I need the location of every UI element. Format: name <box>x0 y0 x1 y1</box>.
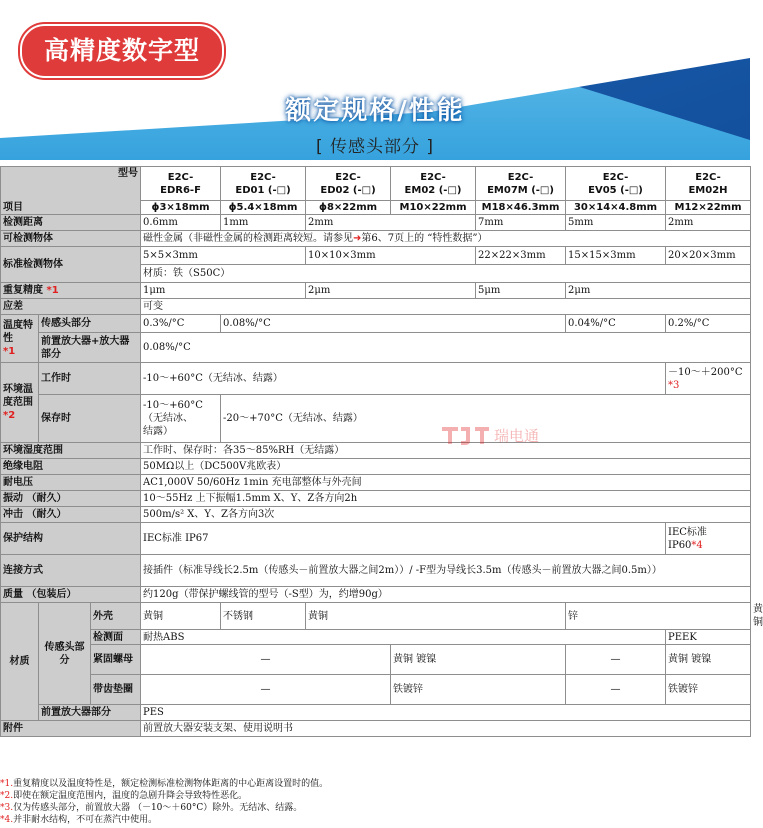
cell-value: 1μm <box>141 283 306 299</box>
model-dimension: M18×46.3mm <box>476 201 566 215</box>
spec-table <box>0 166 763 737</box>
row-env-temp-work <box>1 363 751 395</box>
model-label: 型号 <box>1 167 141 201</box>
footnote-text: 重复精度以及温度特性是，额定检测标准检测物体距离的中心距离设置时的值。 <box>13 779 329 789</box>
arrow-right-icon: ➜ <box>353 233 362 244</box>
row-label: 可检测物体 <box>1 231 141 247</box>
page-title: 额定规格/性能 <box>285 96 465 126</box>
model-dimension: 30×14×4.8mm <box>566 201 666 215</box>
footnote-text: 仅为传感头部分，前置放大器 （－10～＋60°C）除外。无结冰、结露。 <box>13 803 303 813</box>
row-label: 检测距离 <box>1 215 141 231</box>
row-detect-object <box>1 231 751 247</box>
footnote-mark: *2 <box>3 410 16 421</box>
cell-value: -10～+60°C （无结冰、 结露） <box>141 395 221 443</box>
footnote <box>0 778 750 790</box>
row-shock <box>1 507 751 523</box>
row-material-nut <box>1 645 751 675</box>
cell-value: 10～55Hz 上下振幅1.5mm X、Y、Z各方向2h <box>141 491 751 507</box>
cell-value: 5×5×3mm <box>141 247 306 265</box>
model-name: E2C- EM07M (-□) <box>476 167 566 201</box>
cell-value: 0.6mm <box>141 215 221 231</box>
cell-value: 黄铜 <box>306 603 566 630</box>
row-label-text: 重复精度 <box>3 285 43 296</box>
row-response <box>1 299 751 315</box>
cell-value: 1mm <box>221 215 306 231</box>
row-label <box>1 315 39 363</box>
row-label: 环境湿度范围 <box>1 443 141 459</box>
cell-value: 前置放大器安装支架、使用说明书 <box>141 721 751 737</box>
row-label: 质量 （包装后） <box>1 587 141 603</box>
footnote-mark: *3 <box>668 379 680 391</box>
row-label <box>1 283 141 299</box>
footnote-mark: *1 <box>46 285 59 296</box>
cell-value: — <box>141 645 391 675</box>
row-label: 耐电压 <box>1 475 141 491</box>
footnote <box>0 814 750 826</box>
row-weight <box>1 587 751 603</box>
cell-value: 材质：铁（S50C） <box>141 265 751 283</box>
cell-value: 0.3%/°C <box>141 315 221 333</box>
footnote-mark: *2. <box>0 791 14 801</box>
cell-value: 500m/s² X、Y、Z各方向3次 <box>141 507 751 523</box>
cell-value: 10×10×3mm <box>306 247 476 265</box>
sub-label: 工作时 <box>39 363 141 395</box>
model-dimension: M10×22mm <box>391 201 476 215</box>
footnote-mark: *1 <box>3 346 16 357</box>
row-env-humidity <box>1 443 751 459</box>
detect-object-text: 磁性金属（非磁性金属的检测距离较短。请参见 <box>143 233 354 244</box>
footnote-mark: *4. <box>0 815 14 825</box>
row-vibration <box>1 491 751 507</box>
model-dimension: ϕ5.4×18mm <box>221 201 306 215</box>
row-standard-object <box>1 247 751 265</box>
row-protection <box>1 523 751 555</box>
model-name: E2C- ED02 (-□) <box>306 167 391 201</box>
cell-value: 可变 <box>141 299 751 315</box>
cell-value: 0.08%/°C <box>221 315 566 333</box>
cell-value <box>666 523 751 555</box>
cell-value: PEEK <box>666 630 751 645</box>
cell-value: 工作时、保存时：各35～85%RH（无结露） <box>141 443 751 459</box>
row-label: 连接方式 <box>1 555 141 587</box>
row-accessory <box>1 721 751 737</box>
cell-value: 黄铜 <box>141 603 221 630</box>
header-model-row <box>1 167 751 201</box>
cell-value: 黄铜 镀镍 <box>666 645 751 675</box>
model-dimension: M12×22mm <box>666 201 751 215</box>
sub-label: 带齿垫圈 <box>91 675 141 705</box>
cell-value: — <box>141 675 391 705</box>
row-insulation <box>1 459 751 475</box>
row-label: 标准检测物体 <box>1 247 141 283</box>
item-label: 项目 <box>1 201 141 215</box>
row-label: 附件 <box>1 721 141 737</box>
row-label: 材质 <box>1 603 39 721</box>
cell-value: 0.08%/°C <box>141 333 751 363</box>
row-material-case: 材质 传感头部分 外壳 黄铜 不锈钢 黄铜 锌 黄铜 <box>1 603 751 630</box>
cell-value: 约120g（带保护螺线管的型号（-S型）为，约增90g） <box>141 587 751 603</box>
row-label: 应差 <box>1 299 141 315</box>
footnote <box>0 790 750 802</box>
row-env-temp-store <box>1 395 751 443</box>
row-label: 振动 （耐久） <box>1 491 141 507</box>
cell-value: 不锈钢 <box>221 603 306 630</box>
sub-label: 传感头部分 <box>39 603 91 705</box>
cell-value: 铁镀锌 <box>666 675 751 705</box>
cell-value <box>666 363 751 395</box>
cell-value: — <box>566 645 666 675</box>
cell-value: 接插件（标准导线长2.5m（传感头－前置放大器之间2m））/ -F型为导线长3.5m（传感头－前置放大器之间0.5m）） <box>141 555 751 587</box>
model-name: E2C- EM02 (-□) <box>391 167 476 201</box>
cell-value: 2μm <box>566 283 751 299</box>
cell-value: 22×22×3mm <box>476 247 566 265</box>
model-name: E2C- EDR6-F <box>141 167 221 201</box>
footnote-mark: *3. <box>0 803 14 813</box>
cell-value: AC1,000V 50/60Hz 1min 充电部整体与外壳间 <box>141 475 751 491</box>
cell-value: 15×15×3mm <box>566 247 666 265</box>
row-label <box>1 363 39 443</box>
sub-label: 前置放大器部分 <box>39 705 141 721</box>
cell-value: 2mm <box>306 215 476 231</box>
row-repeat-accuracy <box>1 283 751 299</box>
header-dim-row <box>1 201 751 215</box>
footnote-mark: *1. <box>0 779 14 789</box>
cell-value: -10～+60°C（无结冰、结露） <box>141 363 666 395</box>
detect-object-ref: 第6、7页上的 “特性数据”） <box>361 233 488 244</box>
cell-value: 0.04%/°C <box>566 315 666 333</box>
row-detect-distance <box>1 215 751 231</box>
watermark-text: 瑞电通 <box>494 427 540 445</box>
model-name: E2C- EV05 (-□) <box>566 167 666 201</box>
header-banner <box>0 0 750 160</box>
sub-label: 保存时 <box>39 395 141 443</box>
row-label: 保护结构 <box>1 523 141 555</box>
row-material-washer <box>1 675 751 705</box>
sub-label: 前置放大器+放大器部分 <box>39 333 141 363</box>
footnote-text: 并非耐水结构，不可在蒸汽中使用。 <box>13 815 158 825</box>
cell-text: IEC标准 IP60 <box>668 526 707 551</box>
cell-value: PES <box>141 705 751 721</box>
page-subtitle: [ 传感头部分 ] <box>315 137 435 157</box>
cell-value: -20～+70°C（无结冰、结露） <box>221 395 751 443</box>
sub-label: 传感头部分 <box>39 315 141 333</box>
footnotes <box>0 778 750 826</box>
row-connection <box>1 555 751 587</box>
cell-value: 50MΩ以上（DC500V兆欧表） <box>141 459 751 475</box>
row-temp-head <box>1 315 751 333</box>
cell-value: — <box>566 675 666 705</box>
cell-value: 7mm <box>476 215 566 231</box>
row-label: 冲击 （耐久） <box>1 507 141 523</box>
cell-value: 20×20×3mm <box>666 247 751 265</box>
row-temp-amp <box>1 333 751 363</box>
cell-text: －10～＋200°C <box>668 366 743 378</box>
footnote <box>0 802 750 814</box>
model-dimension: ϕ8×22mm <box>306 201 391 215</box>
footnote-text: 即使在额定温度范围内，温度的急剧升降会导致特性恶化。 <box>13 791 248 801</box>
cell-value: 锌 <box>566 603 751 630</box>
row-material-preamp <box>1 705 751 721</box>
cell-value: 2mm <box>666 215 751 231</box>
model-name: E2C- ED01 (-□) <box>221 167 306 201</box>
cell-value: 2μm <box>306 283 476 299</box>
cell-value: 5mm <box>566 215 666 231</box>
row-label: 绝缘电阻 <box>1 459 141 475</box>
footnote-mark: *4 <box>691 539 703 551</box>
cell-value: 黄铜 镀镍 <box>391 645 566 675</box>
sub-label: 紧固螺母 <box>91 645 141 675</box>
cell-value <box>141 231 751 247</box>
cell-value: 铁镀锌 <box>391 675 566 705</box>
row-voltage <box>1 475 751 491</box>
row-label-text: 环境温度范围 <box>3 384 33 408</box>
cell-value: IEC标准 IP67 <box>141 523 666 555</box>
sub-label: 检测面 <box>91 630 141 645</box>
model-name: E2C- EM02H <box>666 167 751 201</box>
cell-value: 0.2%/°C <box>666 315 751 333</box>
category-badge: 高精度数字型 <box>20 24 224 78</box>
model-dimension: ϕ3×18mm <box>141 201 221 215</box>
row-material-face <box>1 630 751 645</box>
cell-value: 耐热ABS <box>141 630 666 645</box>
row-label-text: 温度特性 <box>3 320 33 344</box>
watermark-logo <box>440 424 580 446</box>
sub-label: 外壳 <box>91 603 141 630</box>
cell-value: 5μm <box>476 283 566 299</box>
